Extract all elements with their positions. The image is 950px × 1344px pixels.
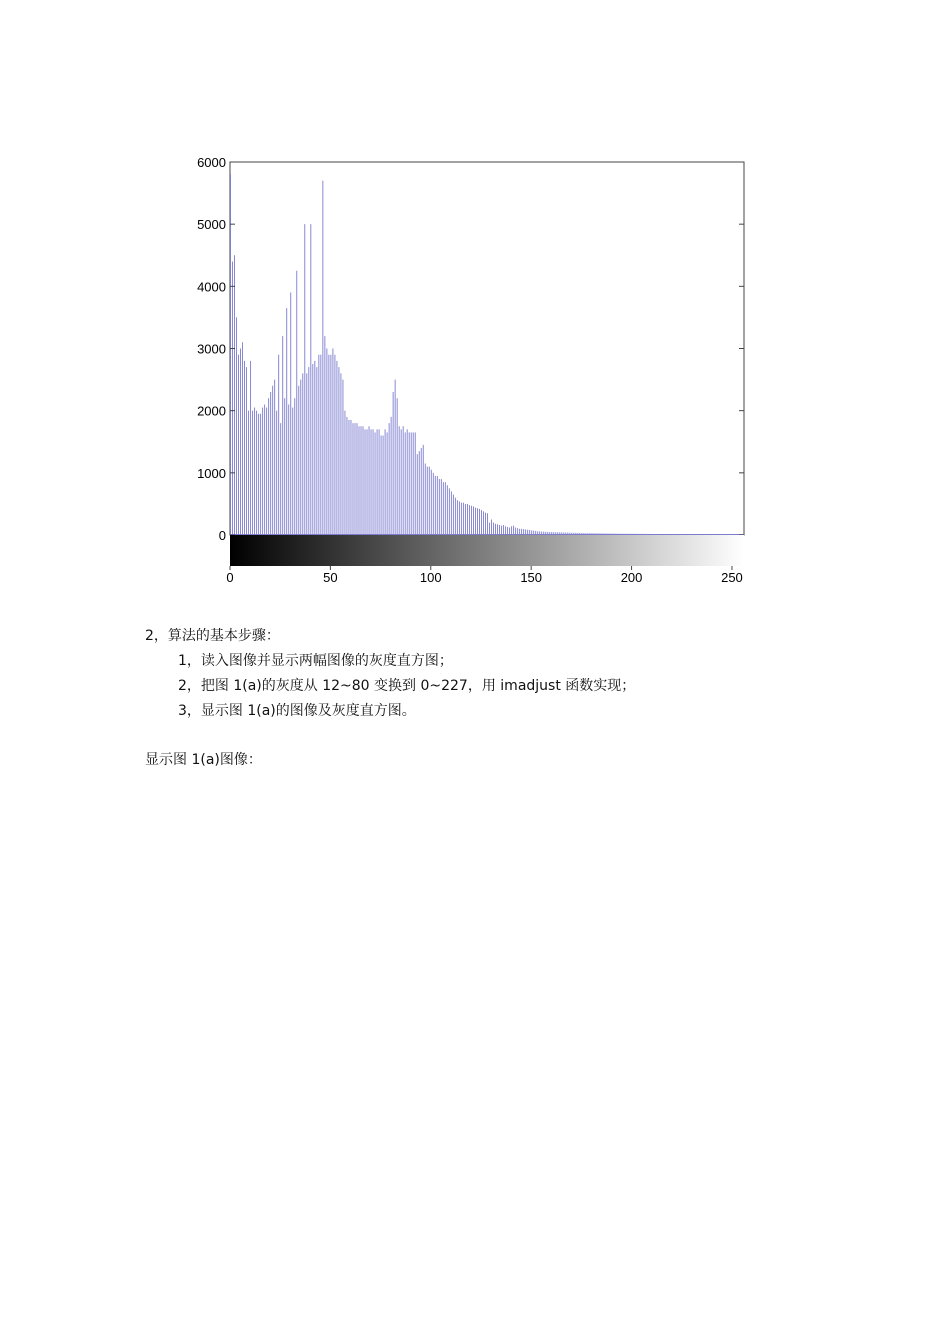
step-item-3: 3，显示图 1(a)的图像及灰度直方图。 <box>178 703 416 719</box>
y-tick-label: 6000 <box>197 155 226 170</box>
x-tick-label: 0 <box>226 570 234 585</box>
x-tick-label: 100 <box>419 570 442 585</box>
step-item-2: 2，把图 1(a)的灰度从 12~80 变换到 0~227，用 imadjust 函数实现； <box>178 678 636 694</box>
grayscale-colorbar <box>230 535 744 566</box>
x-tick-label: 150 <box>520 570 543 585</box>
y-tick-label: 5000 <box>197 217 226 233</box>
histogram-bars <box>230 174 744 535</box>
x-tick-label: 200 <box>620 570 643 585</box>
x-tick-label: 250 <box>721 570 743 585</box>
step-item-1: 1，读入图像并显示两幅图像的灰度直方图； <box>178 653 453 669</box>
display-image-caption: 显示图 1(a)图像： <box>145 752 262 768</box>
x-tick-label: 50 <box>323 570 338 585</box>
y-tick-label: 0 <box>218 528 226 543</box>
y-tick-label: 3000 <box>197 341 226 357</box>
histogram-chart <box>0 0 950 600</box>
steps-heading: 2，算法的基本步骤： <box>145 628 280 644</box>
histogram-figure <box>0 0 950 600</box>
y-tick-label: 2000 <box>197 403 226 419</box>
x-axis <box>226 566 742 585</box>
y-tick-label: 1000 <box>197 465 226 481</box>
y-tick-label: 4000 <box>197 279 226 295</box>
